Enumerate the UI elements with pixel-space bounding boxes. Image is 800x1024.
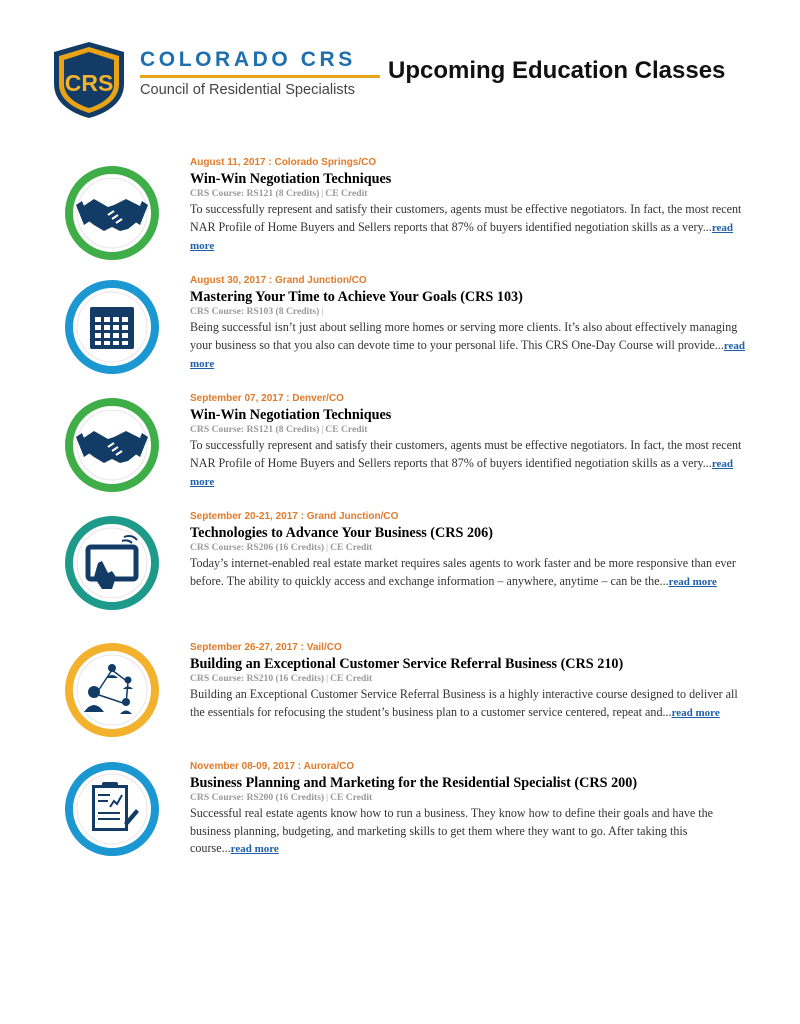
course-code: CRS Course: RS200 (16 Credits) — [190, 792, 325, 803]
event-description — [190, 686, 750, 722]
credit-type: CE Credit — [330, 542, 373, 553]
handshake-icon — [64, 397, 160, 493]
logo-mark-text: CRS — [64, 70, 114, 96]
referral-network-icon — [64, 642, 160, 738]
event-title: Win-Win Negotiation Techniques — [190, 171, 392, 187]
logo-subtitle: Council of Residential Specialists — [140, 82, 355, 98]
description-text: Building an Exceptional Customer Service Referral Business is a highly interactive course designed to deliver all the essentials for refocusing the student’s business plan to a customer service centered, repeat and... — [190, 687, 738, 719]
event-date: September 07, 2017 : Denver/CO — [190, 393, 344, 404]
business-plan-icon — [64, 761, 160, 857]
description-text: Today’s internet-enabled real estate market requires sales agents to work faster and be more responsive than ever before. The ability to quickly access and exchange information – anywhere, anytime – can be the... — [190, 556, 736, 588]
event-course-info: CRS Course: RS206 (16 Credits) | CE Credit — [190, 542, 373, 553]
credit-type: CE Credit — [325, 424, 368, 435]
read-more-link[interactable]: read more — [668, 575, 717, 588]
crs-shield-icon — [48, 40, 130, 120]
handshake-icon — [64, 165, 160, 261]
description-text: To successfully represent and satisfy their customers, agents must be effective negotiators. In fact, the most recent NAR Profile of Home Buyers and Sellers reports that 87% of buyers identified negotiation skills as a very... — [190, 202, 742, 234]
logo-divider — [140, 75, 380, 78]
description-text: Being successful isn’t just about selling more homes or serving more clients. It’s also about effectively managing your business so that you also can devote time to your personal life. This CRS One-Day Course will provide... — [190, 320, 738, 352]
description-text: Successful real estate agents know how to run a business. They know how to define their goals and have the business planning, budgeting, and marketing skills to get them where they want to go. After taking this course... — [190, 806, 714, 856]
event-course-info: CRS Course: RS200 (16 Credits) | CE Credit — [190, 792, 373, 803]
event-date: August 30, 2017 : Grand Junction/CO — [190, 275, 367, 286]
event-title: Technologies to Advance Your Business (CRS 206) — [190, 525, 493, 541]
event-course-info: CRS Course: RS210 (16 Credits) | CE Credit — [190, 673, 373, 684]
read-more-link[interactable]: read more — [190, 457, 734, 489]
course-code: CRS Course: RS103 (8 Credits) — [190, 306, 320, 317]
course-code: CRS Course: RS121 (8 Credits) — [190, 424, 320, 435]
event-course-info: CRS Course: RS121 (8 Credits) | CE Credit — [190, 188, 368, 199]
course-code: CRS Course: RS206 (16 Credits) — [190, 542, 325, 553]
event-date: August 11, 2017 : Colorado Springs/CO — [190, 157, 377, 168]
crs-logo — [48, 40, 356, 120]
event-date: November 08-09, 2017 : Aurora/CO — [190, 761, 355, 772]
read-more-link[interactable]: read more — [190, 221, 734, 253]
event-course-info: CRS Course: RS103 (8 Credits) | — [190, 306, 324, 317]
event-title: Win-Win Negotiation Techniques — [190, 407, 392, 423]
read-more-link[interactable]: read more — [671, 706, 720, 719]
event-date: September 26-27, 2017 : Vail/CO — [190, 642, 342, 653]
credit-type: CE Credit — [330, 673, 373, 684]
page-title: Upcoming Education Classes — [388, 57, 726, 84]
description-text: To successfully represent and satisfy their customers, agents must be effective negotiators. In fact, the most recent NAR Profile of Home Buyers and Sellers reports that 87% of buyers identified negotiation skills as a very... — [190, 438, 742, 470]
event-course-info: CRS Course: RS121 (8 Credits) | CE Credit — [190, 424, 368, 435]
event-date: September 20-21, 2017 : Grand Junction/CO — [190, 511, 399, 522]
credit-type: CE Credit — [330, 792, 373, 803]
read-more-link[interactable]: read more — [190, 339, 746, 371]
event-description — [190, 805, 750, 859]
event-title: Building an Exceptional Customer Service Referral Business (CRS 210) — [190, 656, 624, 672]
event-description — [190, 201, 750, 256]
event-description — [190, 437, 750, 492]
logo-title: COLORADO CRS — [140, 48, 356, 71]
event-title: Mastering Your Time to Achieve Your Goals (CRS 103) — [190, 289, 523, 305]
tablet-touch-icon — [64, 515, 160, 611]
calendar-icon — [64, 279, 160, 375]
credit-type: CE Credit — [325, 188, 368, 199]
event-description — [190, 555, 750, 591]
event-description — [190, 319, 750, 374]
read-more-link[interactable]: read more — [230, 843, 279, 856]
event-title: Business Planning and Marketing for the Residential Specialist (CRS 200) — [190, 775, 638, 791]
course-code: CRS Course: RS210 (16 Credits) — [190, 673, 325, 684]
course-code: CRS Course: RS121 (8 Credits) — [190, 188, 320, 199]
